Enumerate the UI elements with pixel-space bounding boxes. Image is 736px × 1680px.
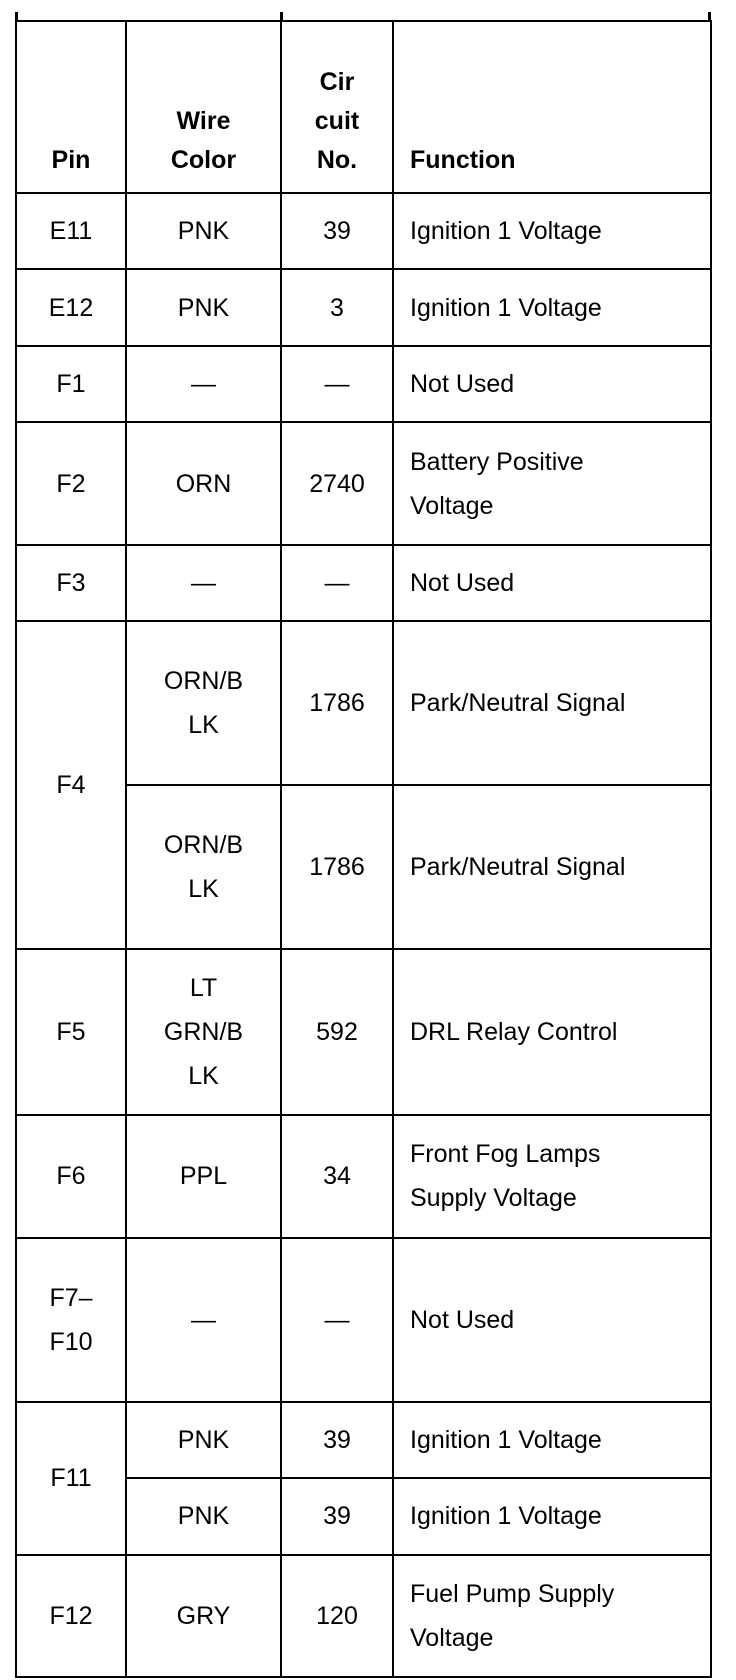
pin-cell: F2 [16,422,126,544]
circuit-no-cell: 39 [281,193,393,269]
circuit-no-cell: 120 [281,1555,393,1678]
function-cell: Not Used [393,1238,711,1402]
wire-color-cell: LT GRN/B LK [126,949,281,1115]
pin-cell: E11 [16,193,126,269]
wire-color-cell: PNK [126,1478,281,1554]
table-row [16,1402,711,1478]
wire-color-cell: PNK [126,1402,281,1478]
wire-color-cell: PNK [126,193,281,269]
function-cell: Front Fog Lamps Supply Voltage [393,1115,711,1237]
pin-cell: F1 [16,346,126,422]
circuit-no-cell: 3 [281,269,393,345]
wire-color-cell: — [126,545,281,621]
table-row [16,193,711,269]
wire-color-cell: PPL [126,1115,281,1237]
circuit-no-cell: 1786 [281,621,393,785]
pin-cell: F12 [16,1555,126,1678]
pin-cell: F3 [16,545,126,621]
pin-cell: F6 [16,1115,126,1237]
header-circuit-no: Cir cuit No. [281,21,393,193]
table-row [16,949,711,1115]
table-row [16,1555,711,1678]
circuit-no-cell: — [281,545,393,621]
wire-color-cell: PNK [126,269,281,345]
function-cell: Park/Neutral Signal [393,785,711,949]
header-wire-color: Wire Color [126,21,281,193]
table-row [16,422,711,544]
header-function: Function [393,21,711,193]
table-row [16,621,711,785]
circuit-no-cell: 39 [281,1402,393,1478]
table-row [16,545,711,621]
wire-color-cell: — [126,1238,281,1402]
header-row [16,21,711,193]
circuit-no-cell: 2740 [281,422,393,544]
pin-cell: F7– F10 [16,1238,126,1402]
table-row [16,1115,711,1237]
pin-cell: E12 [16,269,126,345]
wire-color-cell: ORN/B LK [126,621,281,785]
header-pin: Pin [16,21,126,193]
wire-color-cell: ORN/B LK [126,785,281,949]
table-row [16,346,711,422]
function-cell: Not Used [393,545,711,621]
wire-color-cell: GRY [126,1555,281,1678]
function-cell: Ignition 1 Voltage [393,193,711,269]
wire-color-cell: — [126,346,281,422]
connector-pinout-table [15,20,712,1678]
function-cell: Ignition 1 Voltage [393,269,711,345]
wire-color-cell: ORN [126,422,281,544]
function-cell: Battery Positive Voltage [393,422,711,544]
circuit-no-cell: 592 [281,949,393,1115]
pin-cell: F5 [16,949,126,1115]
circuit-no-cell: 1786 [281,785,393,949]
table-row [16,269,711,345]
function-cell: Ignition 1 Voltage [393,1478,711,1554]
pin-cell: F4 [16,621,126,949]
pin-cell: F11 [16,1402,126,1555]
circuit-no-cell: 34 [281,1115,393,1237]
function-cell: Park/Neutral Signal [393,621,711,785]
function-cell: DRL Relay Control [393,949,711,1115]
table-row [16,1238,711,1402]
circuit-no-cell: — [281,1238,393,1402]
function-cell: Ignition 1 Voltage [393,1402,711,1478]
circuit-no-cell: — [281,346,393,422]
function-cell: Fuel Pump Supply Voltage [393,1555,711,1678]
circuit-no-cell: 39 [281,1478,393,1554]
function-cell: Not Used [393,346,711,422]
